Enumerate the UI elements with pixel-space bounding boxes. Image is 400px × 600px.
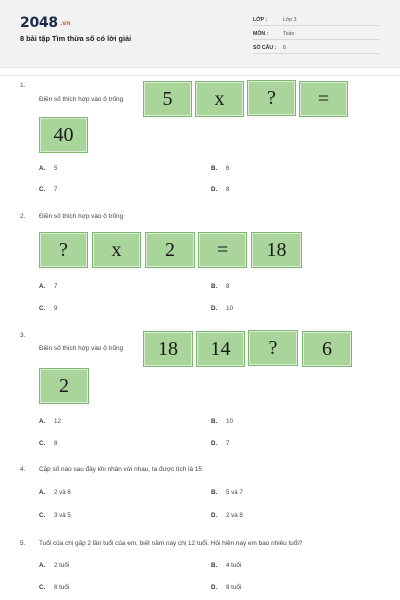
answer-box: x [92,232,141,268]
option-b[interactable]: B. 5 và 7 [211,489,243,496]
answer-box: 6 [302,331,352,367]
question-text: Điền số thích hợp vào ô trống [39,213,124,220]
option-a[interactable]: A. 5 [39,165,58,172]
answer-box: ? [248,330,298,366]
option-b[interactable]: B. 10 [211,418,233,425]
option-c[interactable]: C. 9 [39,305,58,312]
option-d[interactable]: D. 2 và 8 [211,512,243,519]
option-b[interactable]: B. 4 tuổi [211,562,242,569]
meta-row-count [253,40,379,54]
question-number: 5. [20,540,26,547]
answer-box: ? [39,232,88,268]
meta-label: LỚP : [253,17,268,23]
answer-box: = [299,81,348,117]
question-number: 2. [20,213,26,220]
option-a[interactable]: A. 2 tuổi [39,562,70,569]
worksheet-meta [253,12,379,54]
worksheet-title: 8 bài tập Tìm thừa số có lời giải [20,34,132,43]
header-divider [0,75,400,76]
question-text: Điền số thích hợp vào ô trống [39,96,124,103]
meta-label: SỐ CÂU : [253,45,277,51]
meta-value: 8 [283,45,286,51]
meta-value: Lớp 3 [283,17,297,23]
answer-box: 14 [196,331,245,367]
answer-box: 18 [143,331,193,367]
meta-value: Toán [283,31,295,37]
answer-box: 5 [143,81,192,117]
meta-row-grade [253,12,379,26]
site-logo[interactable] [20,15,71,31]
answer-box: 2 [145,232,195,268]
answer-box: = [198,232,247,268]
option-d[interactable]: D. 8 tuổi [211,584,242,591]
option-a[interactable]: A. 2 và 6 [39,489,71,496]
answer-box: 18 [251,232,302,268]
answer-box: ? [247,80,296,116]
answer-box: 40 [39,117,88,153]
option-c[interactable]: C. 6 tuổi [39,584,70,591]
option-a[interactable]: A. 12 [39,418,61,425]
meta-row-subject [253,26,379,40]
question-number: 1. [20,82,26,89]
meta-label: MÔN : [253,31,269,37]
worksheet-header [0,0,400,68]
answer-box: x [195,81,244,117]
option-b[interactable]: B. 8 [211,283,230,290]
option-d[interactable]: D. 10 [211,305,233,312]
option-d[interactable]: D. 8 [211,186,230,193]
question-text: Cặp số nào sau đây khi nhân với nhau, ta được tích là 15 [39,466,202,473]
option-c[interactable]: C. 8 [39,440,58,447]
logo-text: 2048 [20,15,58,31]
option-d[interactable]: D. 7 [211,440,230,447]
question-text: Điền số thích hợp vào ô trống [39,345,124,352]
question-number: 3. [20,332,26,339]
question-text: Tuổi của chị gấp 2 lần tuổi của em, biết năm nay chị 12 tuổi. Hỏi hiện nay em bao nhiêu tuổi? [39,540,303,547]
question-number: 4. [20,466,26,473]
option-a[interactable]: A. 7 [39,283,58,290]
answer-box: 2 [39,368,89,404]
option-c[interactable]: C. 7 [39,186,58,193]
option-b[interactable]: B. 6 [211,165,230,172]
logo-suffix: .vn [60,20,71,27]
option-c[interactable]: C. 3 và 5 [39,512,71,519]
